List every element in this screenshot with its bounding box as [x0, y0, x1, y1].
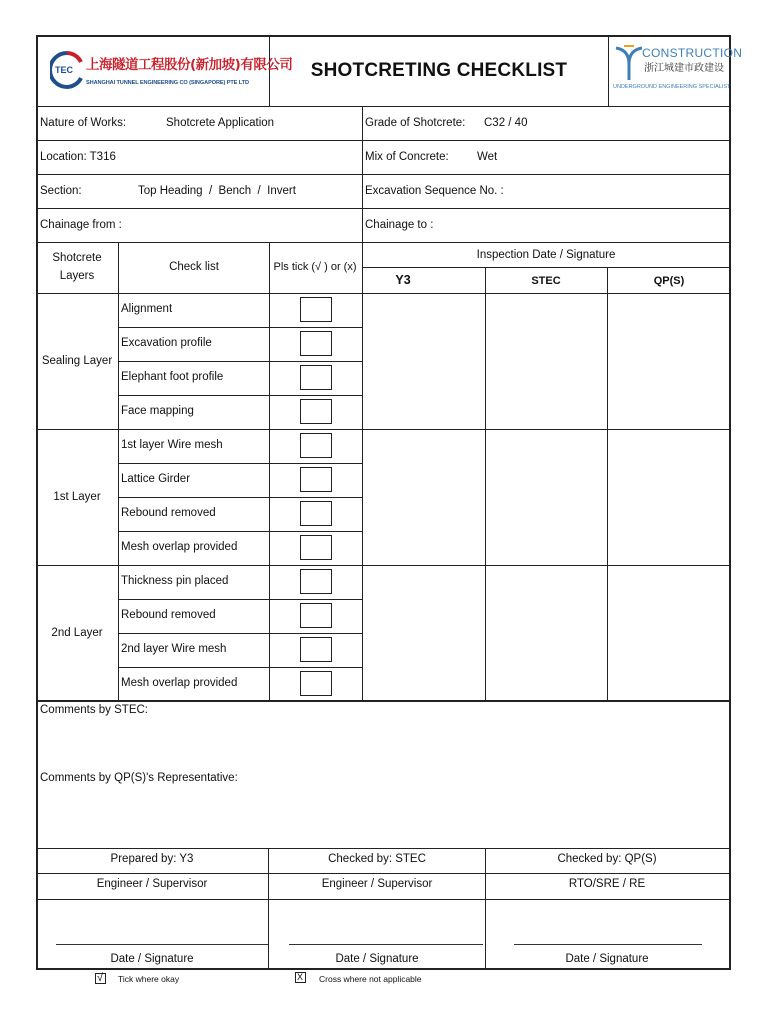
check-item-label: Elephant foot profile: [121, 371, 224, 383]
layer-name: Sealing Layer: [41, 355, 113, 367]
page-title: SHOTCRETING CHECKLIST: [310, 60, 568, 81]
checked-by-stec: Checked by: STEC: [328, 853, 426, 865]
chainage-to-label: Chainage to :: [365, 219, 434, 231]
chainage-from-label: Chainage from :: [40, 219, 122, 231]
tick-checkbox[interactable]: [300, 501, 332, 526]
tick-header: Pls tick (√ ) or (x): [273, 261, 357, 273]
partner-subtitle: UNDERGROUND ENGINEERING SPECIALIST: [613, 84, 731, 90]
grade-label: Grade of Shotcrete:: [365, 117, 466, 129]
tick-checkbox[interactable]: [300, 467, 332, 492]
comments-stec-area[interactable]: [38, 718, 729, 768]
role-y3: Engineer / Supervisor: [96, 878, 208, 890]
section-value: Top Heading / Bench / Invert: [138, 185, 296, 197]
mix-value: Wet: [477, 151, 498, 163]
company-logo: [50, 48, 293, 94]
grade-value: C32 / 40: [484, 117, 528, 129]
date-signature-qps: Date / Signature: [565, 953, 649, 965]
comments-qps-label: Comments by QP(S)'s Representative:: [40, 772, 238, 784]
prepared-by: Prepared by: Y3: [110, 853, 194, 865]
tick-legend-text: Tick where okay: [118, 974, 180, 984]
partner-logo: [612, 40, 743, 102]
col-y3-header: Y3: [395, 273, 411, 287]
tick-checkbox[interactable]: [300, 365, 332, 390]
tick-checkbox[interactable]: [300, 331, 332, 356]
layer-name: 1st Layer: [53, 491, 101, 503]
tick-checkbox[interactable]: [300, 603, 332, 628]
location-label: Location: T316: [40, 151, 116, 163]
signature-line-stec[interactable]: [289, 944, 483, 945]
nature-of-works-label: Nature of Works:: [40, 117, 127, 129]
logo-text: TEC: [55, 65, 73, 75]
checklist-header: Check list: [169, 261, 219, 273]
comments-stec-label: Comments by STEC:: [40, 704, 148, 716]
partner-name-en: CONSTRUCTION: [642, 46, 743, 60]
role-qps: RTO/SRE / RE: [568, 878, 646, 890]
check-item-label: Rebound removed: [121, 507, 216, 519]
mix-label: Mix of Concrete:: [365, 151, 449, 163]
check-item-label: 2nd layer Wire mesh: [121, 643, 227, 655]
inspection-header: Inspection Date / Signature: [476, 249, 616, 261]
tick-checkbox[interactable]: [300, 399, 332, 424]
col-stec-header: STEC: [531, 275, 561, 287]
check-item-label: 1st layer Wire mesh: [121, 439, 223, 451]
role-stec: Engineer / Supervisor: [321, 878, 433, 890]
cross-legend-mark: X: [297, 972, 304, 982]
check-item-label: Lattice Girder: [121, 473, 191, 485]
tick-checkbox[interactable]: [300, 535, 332, 560]
tick-checkbox[interactable]: [300, 569, 332, 594]
check-item-label: Alignment: [121, 303, 173, 315]
section-label: Section:: [40, 185, 82, 197]
check-item-label: Excavation profile: [121, 337, 212, 349]
tick-legend-mark: √: [97, 972, 104, 984]
check-item-label: Rebound removed: [121, 609, 216, 621]
check-item-label: Mesh overlap provided: [121, 677, 238, 689]
comments-qps-area[interactable]: [38, 786, 729, 846]
layers-header-line1: Shotcrete: [52, 252, 102, 264]
layers-header-line2: Layers: [59, 270, 95, 282]
layer-name: 2nd Layer: [51, 627, 103, 639]
nature-of-works-value: Shotcrete Application: [166, 117, 275, 129]
tick-checkbox[interactable]: [300, 433, 332, 458]
col-qps-header: QP(S): [653, 275, 685, 287]
company-name-en: SHANGHAI TUNNEL ENGINEERING CO (SINGAPORE) PTE LTD: [86, 80, 249, 86]
signature-line-y3[interactable]: [56, 944, 268, 945]
check-item-label: Face mapping: [121, 405, 194, 417]
check-item-label: Mesh overlap provided: [121, 541, 238, 553]
tick-checkbox[interactable]: [300, 671, 332, 696]
partner-logo-icon: [614, 44, 644, 82]
check-item-label: Thickness pin placed: [121, 575, 229, 587]
tick-checkbox[interactable]: [300, 637, 332, 662]
company-name-cn: 上海隧道工程股份(新加坡)有限公司: [86, 57, 293, 73]
date-signature-stec: Date / Signature: [335, 953, 419, 965]
date-signature-y3: Date / Signature: [110, 953, 194, 965]
excavation-sequence-label: Excavation Sequence No. :: [365, 185, 504, 197]
checked-by-qps: Checked by: QP(S): [557, 853, 657, 865]
partner-name-cn: 浙江城建市政建设: [644, 63, 724, 74]
signature-line-qps[interactable]: [514, 944, 702, 945]
cross-legend-text: Cross where not applicable: [319, 974, 422, 984]
tick-checkbox[interactable]: [300, 297, 332, 322]
